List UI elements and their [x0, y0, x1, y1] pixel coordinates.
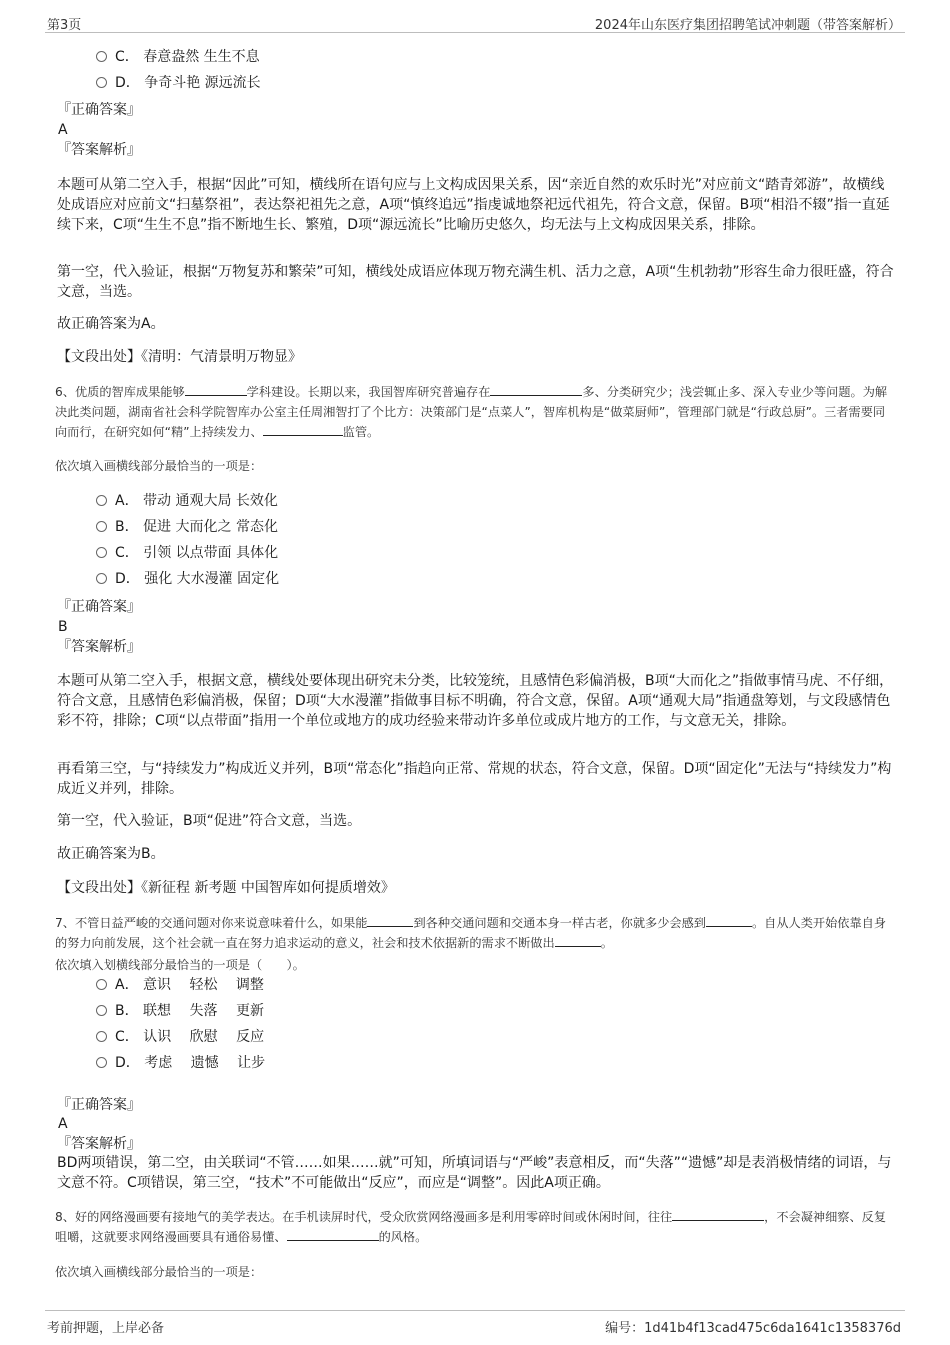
page-footer: [45, 1310, 905, 1341]
q6-answer-label: 『正确答案』: [57, 599, 141, 615]
radio-icon[interactable]: [96, 1057, 107, 1068]
q6-answer: B: [58, 619, 68, 635]
radio-icon[interactable]: [96, 521, 107, 532]
blank-line: [706, 913, 752, 927]
blank-line: [490, 382, 582, 396]
blank-line: [672, 1207, 764, 1221]
q8-stem: 8、好的网络漫画要有接地气的美学表达。在手机读屏时代，受众欣赏网络漫画多是利用零碎时间或休闲时间，往往 ，不会凝神细察、反复咀嚼，这就要求网络漫画要具有通俗易懂、 的风格。: [55, 1207, 897, 1247]
radio-icon[interactable]: [96, 1005, 107, 1016]
blank-line: [367, 913, 413, 927]
q5-option-c[interactable]: C． 春意盎然 生生不息: [96, 47, 260, 67]
footer-slogan: 考前押题，上岸必备: [47, 1321, 165, 1336]
q6-option-d[interactable]: D． 强化 大水漫灌 固定化: [96, 569, 279, 589]
q8-instruction: 依次填入画横线部分最恰当的一项是：: [55, 1265, 263, 1279]
q7-instruction: 依次填入划横线部分最恰当的一项是（ ）。: [55, 958, 305, 972]
q6-analysis-label: 『答案解析』: [57, 639, 141, 655]
blank-line: [555, 933, 601, 947]
q7-stem: 7、不管日益严峻的交通问题对你来说意味着什么，如果能 到各种交通问题和交通本身一样古老，你就多少会感到 。自从人类开始依靠自身的努力向前发展，这个社会就一直在努力追求运动的意义，社会和技术依据新的需求不断做出 。: [55, 913, 897, 953]
q6-instruction: 依次填入画横线部分最恰当的一项是：: [55, 459, 263, 473]
q6-option-b[interactable]: B． 促进 大而化之 常态化: [96, 517, 278, 537]
document-id: 编号：1d41b4f13cad475c6da1641c1358376d: [605, 1321, 901, 1336]
q7-analysis-label: 『答案解析』: [57, 1136, 141, 1152]
q7-analysis-paragraph: BD两项错误，第二空，由关联词“不管……如果……就”可知，所填词语与“严峻”表意相反，而“失落”“遗憾”却是表消极情绪的词语，与文意不符。C项错误，第三空，“技术”不可能做出“反应”，而应是“调整”。因此A项正确。: [57, 1155, 892, 1191]
blank-line: [263, 422, 343, 436]
radio-icon[interactable]: [96, 1031, 107, 1042]
q5-analysis-paragraph: 本题可从第二空入手，根据“因此”可知，横线所在语句应与上文构成因果关系，因“亲近自然的欢乐时光”对应前文“踏青郊游”，故横线处成语应对应前文“扫墓祭祖”，表达祭祀祖先之意，A项“慎终追远”指虔诚地祭祀远代祖先，符合文意，保留。B项“相沿不辍”指一直延续下来，C项“生生不息”指不断地生长、繁殖，D项“源远流长”比喻历史悠久，均无法与上文构成因果关系，排除。: [57, 177, 890, 233]
q5-answer-label: 『正确答案』: [57, 102, 141, 118]
q5-analysis-label: 『答案解析』: [57, 142, 141, 158]
q6-analysis-paragraph: 故正确答案为B。: [57, 846, 165, 862]
q7-option-c[interactable]: C． 认识 欣慰 反应: [96, 1027, 264, 1047]
radio-icon[interactable]: [96, 77, 107, 88]
q7-option-d[interactable]: D． 考虑 遗憾 让步: [96, 1053, 265, 1073]
q7-answer-label: 『正确答案』: [57, 1097, 141, 1113]
blank-line: [185, 382, 247, 396]
radio-icon[interactable]: [96, 573, 107, 584]
q6-analysis-paragraph: 第一空，代入验证，B项“促进”符合文意，当选。: [57, 813, 362, 829]
q5-option-d[interactable]: D． 争奇斗艳 源远流长: [96, 73, 261, 93]
q5-analysis-paragraph: 故正确答案为A。: [57, 316, 165, 332]
radio-icon[interactable]: [96, 547, 107, 558]
q5-source: 【文段出处】《清明：气清景明万物显》: [57, 349, 302, 365]
q6-analysis-paragraph: 本题可从第二空入手，根据文意，横线处要体现出研究未分类，比较笼统，且感情色彩偏消极，B项“大而化之”指做事情马虎、不仔细，符合文意，且感情色彩偏消极，保留；D项“大水漫灌”指做事目标不明确，符合文意，保留。A项“通观大局”指通盘筹划，与文段感情色彩不符，排除；C项“以点带面”指用一个单位或地方的成功经验来带动许多单位或成片地方的工作，与文意无关，排除。: [57, 673, 894, 729]
q6-stem: 6、优质的智库成果能够 学科建设。长期以来，我国智库研究普遍存在 多、分类研究少；浅尝辄止多、深入专业少等问题。为解决此类问题，湖南省社会科学院智库办公室主任周湘智打了个比方：决策部门是“点菜人”，智库机构是“做菜厨师”，管理部门就是“行政总厨”。三者需要同向而行，在研究如何“精”上持续发力、 监管。: [55, 382, 897, 442]
q7-answer: A: [58, 1116, 68, 1132]
q5-analysis-paragraph: 第一空，代入验证，根据“万物复苏和繁荣”可知，横线处成语应体现万物充满生机、活力之意，A项“生机勃勃”形容生命力很旺盛，符合文意，当选。: [57, 264, 894, 300]
q6-option-c[interactable]: C． 引领 以点带面 具体化: [96, 543, 278, 563]
q7-option-a[interactable]: A． 意识 轻松 调整: [96, 975, 264, 995]
q6-option-a[interactable]: A． 带动 通观大局 长效化: [96, 491, 278, 511]
radio-icon[interactable]: [96, 495, 107, 506]
page-header: [45, 10, 905, 33]
radio-icon[interactable]: [96, 51, 107, 62]
document-title: 2024年山东医疗集团招聘笔试冲刺题（带答案解析）: [594, 18, 901, 33]
blank-line: [287, 1227, 379, 1241]
q5-answer: A: [58, 122, 68, 138]
q6-analysis-paragraph: 再看第三空，与“持续发力”构成近义并列，B项“常态化”指趋向正常、常规的状态，符合文意，保留。D项“固定化”无法与“持续发力”构成近义并列，排除。: [57, 761, 892, 797]
q7-option-b[interactable]: B． 联想 失落 更新: [96, 1001, 264, 1021]
page-number: 第3页: [47, 18, 82, 33]
q6-source: 【文段出处】《新征程 新考题 中国智库如何提质增效》: [57, 880, 395, 896]
radio-icon[interactable]: [96, 979, 107, 990]
